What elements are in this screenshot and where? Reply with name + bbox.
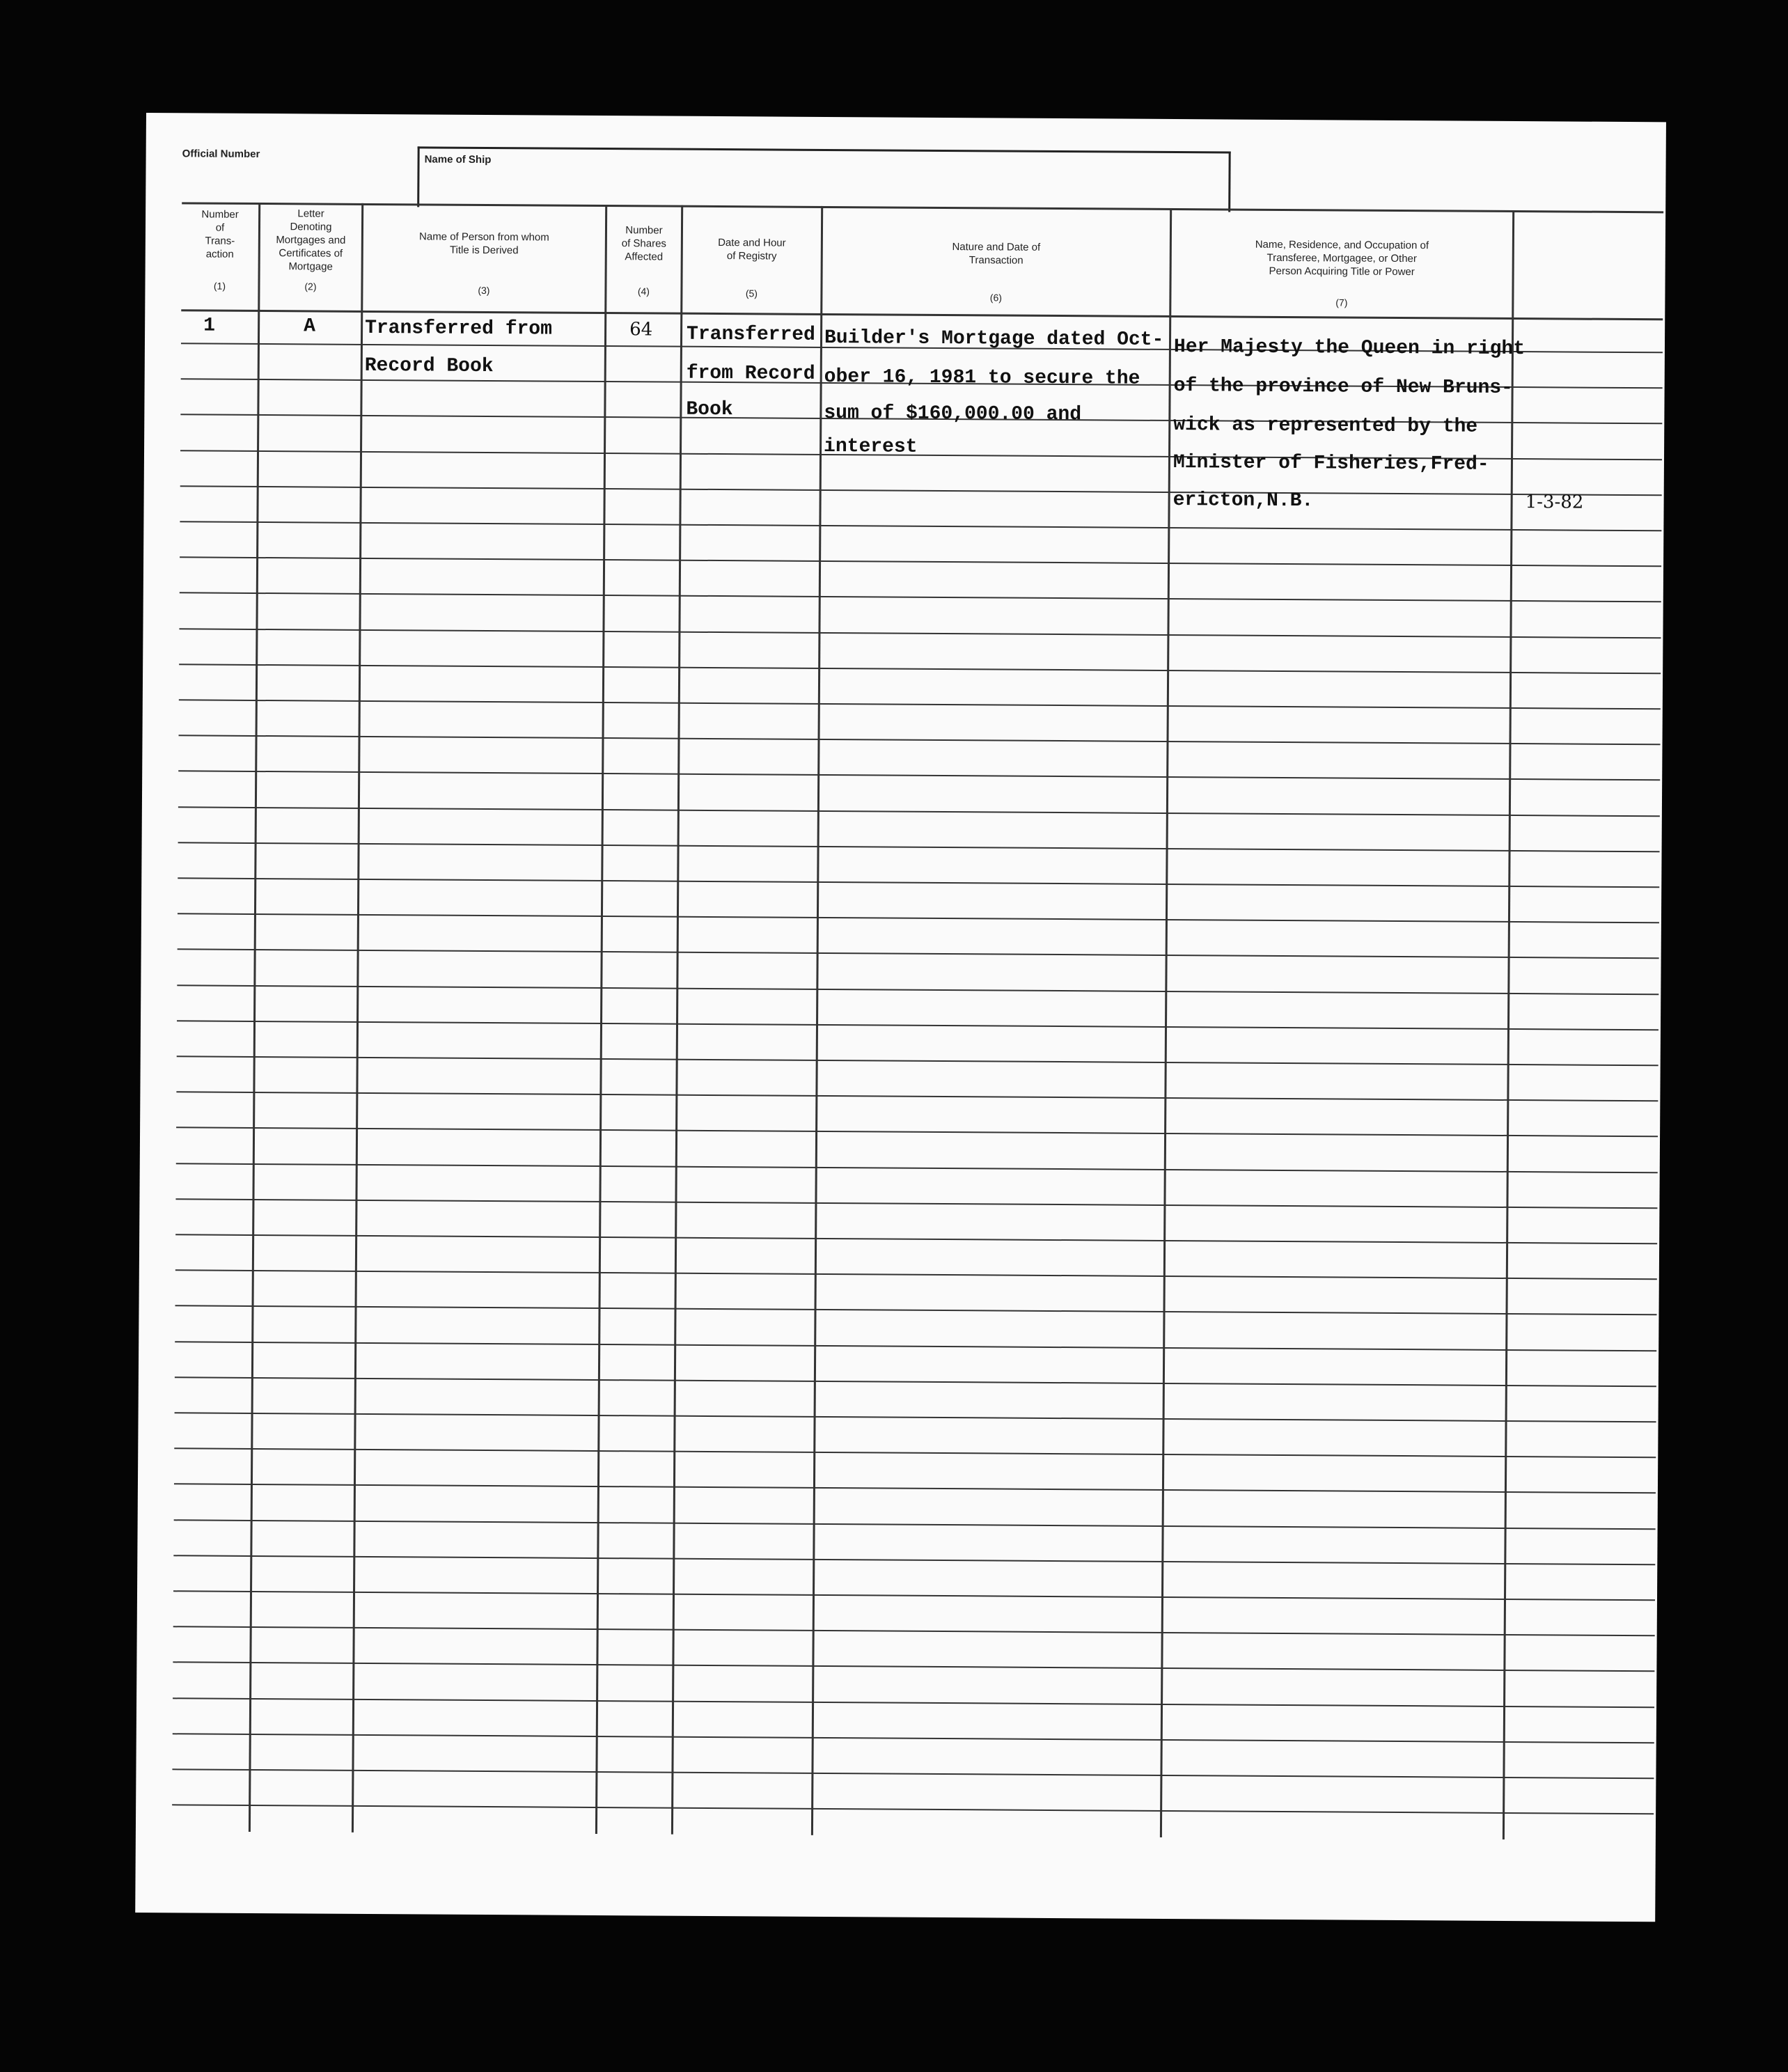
col-divider-6 xyxy=(1160,208,1172,1837)
ruled-line xyxy=(173,1697,1654,1708)
nature-line-4: interest xyxy=(823,435,918,458)
ruled-line xyxy=(175,1341,1656,1351)
col-divider-1 xyxy=(249,203,260,1832)
derived-from-line-2: Record Book xyxy=(364,354,494,378)
ruled-line xyxy=(175,1269,1657,1280)
ruled-line xyxy=(178,948,1659,959)
col-header-3: Name of Person from whom Title is Derived xyxy=(418,230,549,257)
ruled-line xyxy=(180,592,1661,602)
col-divider-2 xyxy=(352,203,363,1832)
ruled-line xyxy=(173,1590,1655,1601)
ruled-line xyxy=(179,628,1661,638)
ship-name-box xyxy=(417,146,1231,212)
date-note: 1-3-82 xyxy=(1525,492,1584,513)
ruled-line xyxy=(175,1198,1657,1209)
col-divider-7 xyxy=(1503,210,1514,1839)
col-header-1: Number of Trans- action xyxy=(201,208,239,260)
col-header-4: Number of Shares Affected xyxy=(621,224,667,263)
ruled-line xyxy=(175,1234,1657,1244)
ruled-line xyxy=(179,735,1661,745)
ruled-line xyxy=(180,521,1661,531)
ruled-line xyxy=(178,877,1659,888)
nature-line-1: Builder's Mortgage dated Oct- xyxy=(824,327,1164,351)
transaction-number: 1 xyxy=(203,315,216,337)
mortgage-letter: A xyxy=(304,315,316,338)
acquirer-line-5: ericton,N.B. xyxy=(1173,489,1314,512)
register-page xyxy=(135,113,1666,1922)
ruled-line xyxy=(178,770,1660,780)
ship-name-label: Name of Ship xyxy=(424,153,492,166)
acquirer-line-2: of the province of New Bruns- xyxy=(1173,375,1513,399)
ruled-line xyxy=(173,1555,1655,1565)
ruled-line xyxy=(180,556,1661,567)
ruled-line xyxy=(180,485,1662,496)
acquirer-line-1: Her Majesty the Queen in right xyxy=(1173,336,1526,361)
col-header-2: Letter Denoting Mortgages and Certificates of Mortgage xyxy=(276,207,346,273)
ruled-line xyxy=(177,1020,1658,1030)
ruled-line xyxy=(176,1091,1658,1101)
ruled-line xyxy=(175,1305,1657,1315)
ruled-line xyxy=(176,1163,1658,1173)
col-number-7: (7) xyxy=(1335,297,1348,308)
registry-line-2: from Record xyxy=(686,362,815,385)
ruled-line xyxy=(172,1804,1654,1814)
col-header-6: Nature and Date of Transaction xyxy=(952,241,1041,267)
ruled-line xyxy=(177,1055,1658,1066)
ruled-line xyxy=(178,842,1660,852)
col-number-2: (2) xyxy=(304,281,317,292)
col-number-1: (1) xyxy=(213,280,226,292)
col-number-5: (5) xyxy=(745,288,758,299)
ruled-lines xyxy=(146,113,1666,122)
official-number-label: Official Number xyxy=(182,148,260,160)
acquirer-line-3: wick as represented by the xyxy=(1173,414,1478,438)
ruled-line xyxy=(172,1768,1654,1779)
registry-line-3: Book xyxy=(686,398,733,421)
derived-from-line-1: Transferred from xyxy=(365,317,553,340)
nature-line-3: sum of $160,000.00 and xyxy=(824,402,1082,426)
acquirer-line-4: Minister of Fisheries,Fred- xyxy=(1173,452,1489,476)
col-header-5: Date and Hour of Registry xyxy=(718,237,786,262)
ruled-line xyxy=(173,1733,1654,1743)
col-header-7: Name, Residence, and Occupation of Transferee, Mortgagee, or Other Person Acquiring Title or Power xyxy=(1255,238,1429,278)
ruled-line xyxy=(173,1661,1654,1672)
ruled-line xyxy=(178,806,1660,817)
col-divider-3 xyxy=(595,205,607,1834)
ruled-line xyxy=(174,1519,1656,1530)
col-number-6: (6) xyxy=(989,292,1003,304)
col-number-4: (4) xyxy=(637,285,650,297)
registry-line-1: Transferred xyxy=(686,323,816,346)
ruled-line xyxy=(176,1127,1658,1137)
ruled-line xyxy=(175,1412,1656,1422)
ruled-line xyxy=(177,984,1658,995)
ruled-line xyxy=(173,1626,1655,1636)
ruled-line xyxy=(178,913,1659,923)
col-divider-4 xyxy=(671,205,683,1835)
col-number-3: (3) xyxy=(478,284,490,297)
col-divider-5 xyxy=(811,206,823,1835)
shares-affected: 64 xyxy=(629,319,653,340)
ruled-line xyxy=(174,1447,1656,1458)
ruled-line xyxy=(174,1483,1656,1493)
ruled-line xyxy=(179,664,1661,674)
nature-line-2: ober 16, 1981 to secure the xyxy=(824,366,1140,390)
ruled-line xyxy=(179,699,1661,709)
ruled-line xyxy=(175,1376,1656,1387)
